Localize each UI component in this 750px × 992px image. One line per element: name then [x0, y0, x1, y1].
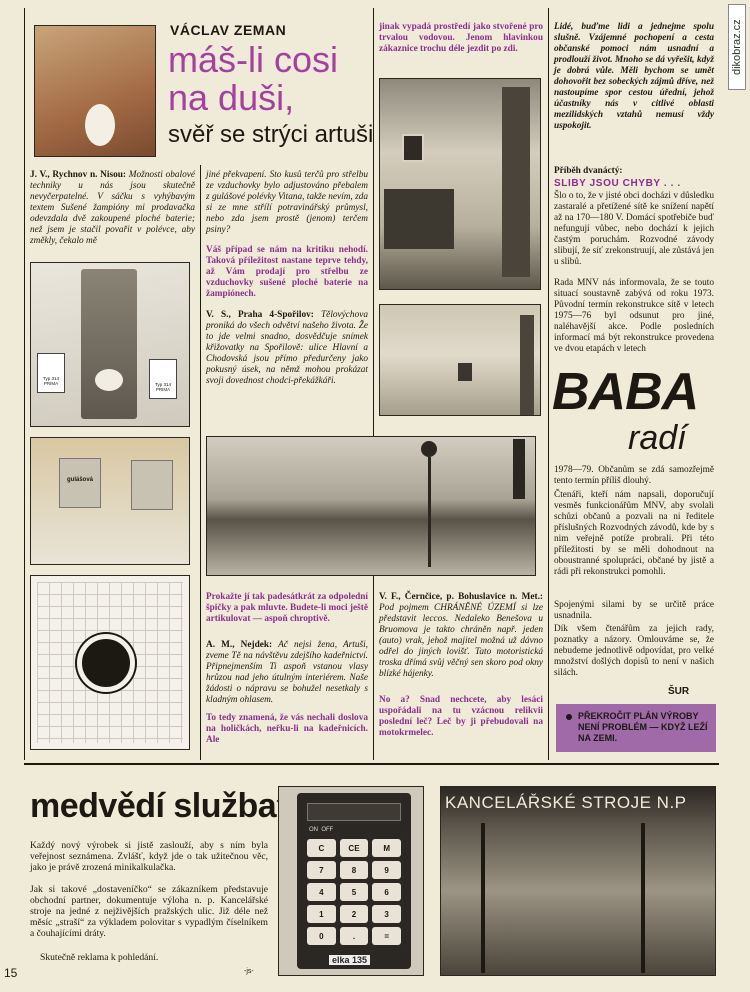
egg-shape — [85, 104, 115, 146]
calculator-key: . — [340, 927, 369, 945]
col4-signature: ŠUR — [668, 686, 690, 697]
shop-window-photo — [440, 786, 716, 976]
title-line-2: na duši, — [168, 77, 295, 118]
col2-reply-2: Prokažte jí tak padesátkrát za odpolední špičky a pak mluvte. Budete-li moci ještě artikulovat — aspoň chroptivě. — [206, 592, 368, 624]
calculator-key: 2 — [340, 905, 369, 923]
column-rule — [24, 8, 25, 760]
battery-packet-right — [149, 359, 177, 399]
bottom-paragraph-1: Každý nový výrobek si jistě zaslouží, aby s ním byla veřejnost seznámena. Zvlášť, když jde o tak užitečnou věc, jako je právě zrozená minikalkulačka. — [30, 840, 268, 873]
col3-reply: No a? Snad nechcete, aby lesáci uspořádali na tu vzácnou relikvii poslední leč? Leč by ji přebudovali na motokrmelec. — [379, 695, 543, 738]
shop-sign: KANCELÁŘSKÉ STROJE N.P — [445, 793, 687, 812]
author-name: VÁCLAV ZEMAN — [170, 22, 287, 38]
soup-packet-right — [131, 460, 173, 510]
bullet-icon — [566, 714, 572, 720]
calculator-key: 9 — [372, 861, 401, 879]
mushroom-bag — [81, 269, 137, 419]
col2-paragraph-3: Tělovýchova proniká do všech odvětví našeho života. Že to jde velmi snadno, dosvědčuje snímek křižovatky na Spořilově: ulice Hlavní a Chodovská jsou přímo předurčeny jako pokusný úsek, na němž mohou prokázat svoji dovednost chodci-překážkáři. — [206, 310, 368, 386]
baba-heading: BABA — [552, 363, 699, 421]
calculator-display — [307, 803, 401, 821]
col2-paragraph-1: jiné překvapení. Sto kusů terčů pro střelbu ze vzduchovky bylo adjustováno přebalem z gulášové polévky Vitana, takže nevím, zda si ze mne střílí potravinářský průmysl, nebo zda jsem prostě (jenom) terčem psiny? — [206, 170, 368, 235]
calculator-key: CE — [340, 839, 369, 857]
col4-intro — [554, 22, 714, 132]
packet-label: Typ 314 PRIMA — [154, 382, 171, 392]
col1-paragraph: Možnosti obalové techniky u nás jsou skutečně nevyčerpatelné. V sáčku s vyhýbavým textem Sušené žampióny mi prodavačka odevzdala dvě zakoupené ploché baterie; než jsem je stačil povařit v polévce, aby změkly, čekalo mě — [30, 170, 195, 246]
salon-picture — [402, 134, 424, 162]
col4-paragraph-2: Rada MNV nás informovala, že se touto situací soustavně zabývá od roku 1973. Původní termín rekonstrukce sítě v letech 1975—76 byl odsunut pro jiné, naléhavější akce. Podle posledních informací má být rekonstrukce provedena ve dvou etapách v letech — [554, 278, 714, 354]
soup-packets-photo — [30, 437, 190, 565]
salon-mirror-photo — [379, 78, 541, 290]
bottom-paragraph-2: Jak si takové „dostaveníčko“ se zákazníkem představuje obchodní partner, dokumentuje výloha n. p. Kancelářské stroje na jedné z nejživějších pražských ulic. Již déle než měsíc „straší“ za výkladem polovitar s vypadlým číselníkem a čouhajícími dráty. — [30, 884, 268, 939]
col2-paragraph-4: Ač nejsi žena, Artuši, zveme Tě na návštěvu zdejšího kadeřnictví. Připnejmenším Ti aspoň vstanou vlasy hrůzou nad jeho útulným interiérem. Naše žádosti o nápravu se bohužel nesetkaly s kladným ohlasem. — [206, 640, 368, 705]
calculator-key: 1 — [307, 905, 336, 923]
calculator-key: 6 — [372, 883, 401, 901]
bottom-title: medvědí služba — [30, 787, 277, 825]
traffic-sign — [421, 441, 437, 457]
calculator-key: C — [307, 839, 336, 857]
calculator-key: = — [372, 927, 401, 945]
radi-heading: radí — [628, 419, 687, 457]
calculator-brand: elka 135 — [329, 955, 370, 965]
battery-packets-photo — [30, 262, 190, 427]
col2-signature-2: A. M., Nejdek: — [206, 640, 273, 650]
crossroads-photo — [206, 436, 536, 576]
packet-label: Typ 314 PRIMA — [42, 376, 59, 386]
calculator-switch: ON OFF — [309, 827, 334, 833]
col2-letter-2 — [206, 310, 368, 387]
col4-intro-text: Lidé, buďme lidi a jednejme spolu slušně. Vzájemné pochopení a cesta občanské pomoci nám usnadní a prodlouží život. Mnoho se dá vyřešit, když je dobrá vůle. Měli bychom se umět dohovořit bez sobeckých zájmů dříve, než nastoupíme spor cestou úřední, jehož účastníky nás v citlivé oblasti mezilidských vztahů nemusí vždy uspokojit. — [554, 22, 714, 131]
col4-paragraph-3: 1978—79. Občanům se zdá samozřejmě tento termín příliš dlouhý. — [554, 465, 714, 486]
column-rule — [373, 8, 374, 760]
calculator-key: 4 — [307, 883, 336, 901]
col2-reply-1: Váš případ se nám na kritiku nehodí. Taková příležitost nastane teprve tehdy, až Vám prodají pro střelbu ze vzduchovky sušené ploché baterie na žampiónech. — [206, 245, 368, 299]
title-line-1: máš-li cosi — [168, 39, 339, 80]
plan-box-text: PŘEKROČIT PLÁN VÝROBY NENÍ PROBLÉM — KDYŽ LEŽÍ NA ZEMI. — [578, 711, 708, 743]
column-rule — [548, 8, 549, 760]
shop-window-frame — [481, 823, 485, 973]
col4-story-title: SLIBY JSOU CHYBY . . . — [554, 178, 681, 189]
col3-paragraph: Pod pojmem CHRÁNĚNÉ ÚZEMÍ si lze představit leccos. Nedaleko Benešova u Bruomova je takto chráněn např. jeden (auto) vrak, jehož majitel možná už dávno odřel do jiných lovišť. Tato motoristická troska dřímá svůj věčný sen skoro pod okny blízké hájenky. — [379, 603, 543, 679]
col4-paragraph-5: Spojenými silami by se určitě práce usnadnila. — [554, 600, 714, 621]
calculator-key: 7 — [307, 861, 336, 879]
plan-box — [556, 704, 716, 752]
salon-wall-picture — [458, 363, 472, 381]
col4-paragraph-4: Čtenáři, kteří nám napsali, doporučují vesměs funkcionářům MNV, aby svolali schůzi občanů a pozvali na ni ředitele příslušných Rozvodných závodů, kde by s nim veřejně potíže probrali. Při této příležitosti by se měli dohodnout na oboustranné spolupráci, občané by jistě a rádi při rekonstrukci pomohli. — [554, 490, 714, 577]
col4-paragraph-1: Šlo o to, že v jisté obci docházi v důsledku zastaralé a přetížené sítě ke snížení napětí až na 170—180 V. Domácí spotřebiče buď nefungují vůbec, nebo dochází k jejich častým poruchám. Rozvodné závody slibují, že síť zrekonstruují, ale zůstává jen u slibů. — [554, 191, 714, 267]
col4-paragraph-6: Dík všem čtenářům za jejich rady, poznatky a názory. Omlouváme se, že nebudeme jednotlivě odpovídat, pro velké množství došlých dopisů to není v našich silách. — [554, 624, 714, 678]
col3-signature: V. F., Černčice, p. Bohuslavice n. Met.: — [379, 592, 543, 602]
col3-letter — [379, 592, 543, 680]
calculator-key: M — [372, 839, 401, 857]
calculator-photo — [278, 786, 424, 976]
sign-pole — [428, 457, 431, 567]
calculator-key: 5 — [340, 883, 369, 901]
salon-cabinet — [384, 189, 454, 249]
salon-wall-photo — [379, 304, 541, 416]
traffic-light — [513, 439, 525, 499]
col2-letter-3 — [206, 640, 368, 706]
mushroom-drawing — [95, 369, 123, 391]
bottom-paragraph-3: Skutečně reklama k pohledání. — [40, 952, 159, 963]
col4-story-label: Příběh dvanáctý: — [554, 166, 623, 176]
calculator-keypad — [307, 839, 401, 945]
column-rule — [200, 165, 201, 760]
bottom-section-rule — [24, 763, 719, 765]
salon-post — [520, 315, 534, 415]
target-bullseye — [77, 634, 135, 692]
salon-door — [502, 87, 530, 277]
calculator-key: 0 — [307, 927, 336, 945]
calculator-key: 8 — [340, 861, 369, 879]
calculator-body — [297, 793, 411, 969]
title-line-3: svěř se strýci artuši — [168, 121, 374, 148]
shooting-target-photo — [30, 575, 190, 750]
col1-letter — [30, 170, 195, 247]
col2-signature: V. S., Praha 4-Spořilov: — [206, 310, 314, 320]
col3-top-paragraph: jinak vypadá prostředí jako stvořené pro trvalou vodovou. Jenom hlavinkou zákaznice trochu déle jezdit po zdi. — [379, 22, 543, 54]
battery-packet-left — [37, 353, 65, 393]
artus-portrait-photo — [34, 25, 156, 157]
shop-window-frame — [641, 823, 645, 973]
soup-label: gulášová — [66, 477, 93, 483]
col1-signature: J. V., Rychnov n. Nisou: — [30, 170, 127, 180]
soup-packet — [59, 458, 101, 508]
calculator-key: 3 — [372, 905, 401, 923]
page-number: 15 — [4, 966, 18, 980]
page-marker: -js- — [244, 968, 254, 975]
col2-reply-3: To tedy znamená, že vás nechali doslova na holičkách, neřku-li na kadeřnicích. Ale — [206, 713, 368, 745]
watermark: dikobraz.cz — [728, 4, 746, 90]
